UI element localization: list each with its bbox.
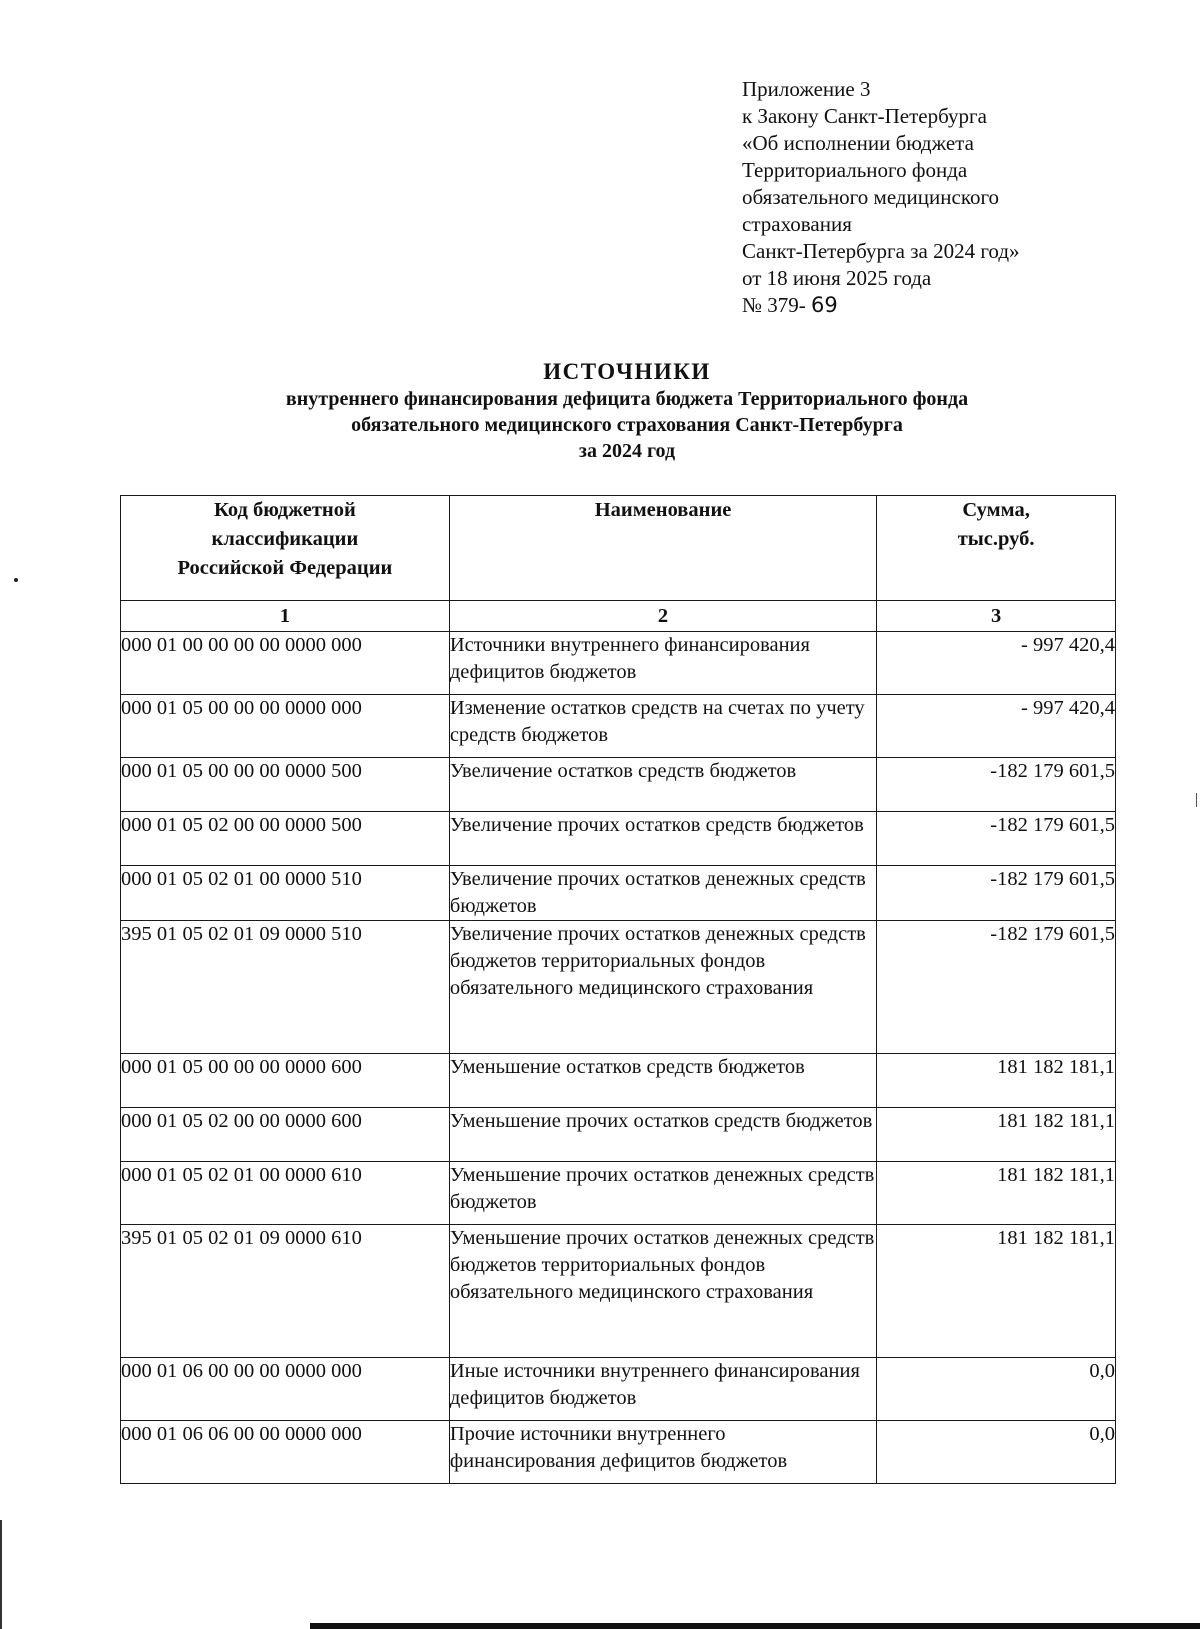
law-number [742,292,1020,319]
row-sum: 0,0 [877,1358,1116,1421]
title-main: ИСТОЧНИКИ [543,359,711,384]
row-code: 000 01 05 00 00 00 0000 000 [121,695,450,758]
row-name: Иные источники внутреннего финансирования дефицитов бюджетов [449,1358,876,1421]
column-number: 3 [877,601,1116,632]
row-code: 000 01 05 02 00 00 0000 500 [121,812,450,866]
row-code: 000 01 00 00 00 00 0000 000 [121,632,450,695]
appendix-line: «Об исполнении бюджета [742,131,974,155]
appendix-line: Санкт-Петербурга за 2024 год» [742,239,1020,263]
table-row [121,1358,1116,1421]
sources-table [120,495,1116,1484]
header-sum-line: Сумма, [962,499,1030,521]
row-sum: 0,0 [877,1421,1116,1484]
row-sum: -182 179 601,5 [877,866,1116,921]
row-sum: 181 182 181,1 [877,1225,1116,1358]
row-code: 395 01 05 02 01 09 0000 610 [121,1225,450,1358]
row-code: 000 01 05 02 01 00 0000 510 [121,866,450,921]
row-code: 000 01 05 02 00 00 0000 600 [121,1108,450,1162]
row-name: Уменьшение прочих остатков средств бюджетов [449,1108,876,1162]
title-subline: внутреннего финансирования дефицита бюджета Территориального фонда [285,388,969,410]
appendix-line: обязательного медицинского [742,185,1000,209]
row-sum: -182 179 601,5 [877,812,1116,866]
appendix-line: от 18 июня 2025 года [742,266,932,290]
title-subline: обязательного медицинского страхования Санкт-Петербурга [351,414,903,436]
header-sum [877,496,1116,601]
table-header-row [121,496,1116,601]
title-subline: за 2024 год [578,440,676,462]
row-code: 000 01 06 00 00 00 0000 000 [121,1358,450,1421]
scan-mark [1196,793,1197,807]
header-code [121,496,450,601]
table-row [121,866,1116,921]
table-row [121,921,1116,1054]
row-sum: - 997 420,4 [877,695,1116,758]
law-number-handwritten: 69 [811,293,838,317]
header-sum-line: тыс.руб. [957,528,1035,550]
law-number-prefix: № 379- [742,293,806,317]
table-row [121,1162,1116,1225]
row-code: 000 01 05 00 00 00 0000 600 [121,1054,450,1108]
scan-bottom-edge [310,1623,1200,1629]
table-row [121,1108,1116,1162]
header-name-label: Наименование [594,499,732,521]
row-name: Уменьшение остатков средств бюджетов [449,1054,876,1108]
row-sum: 181 182 181,1 [877,1054,1116,1108]
scan-dot [14,578,18,582]
row-sum: 181 182 181,1 [877,1162,1116,1225]
row-name: Источники внутреннего финансирования дефицитов бюджетов [449,632,876,695]
row-name: Увеличение остатков средств бюджетов [449,758,876,812]
header-code-line: Российской Федерации [177,557,393,579]
row-name: Увеличение прочих остатков средств бюджетов [449,812,876,866]
scan-edge [0,1520,2,1629]
appendix-line: к Закону Санкт-Петербурга [742,104,987,128]
row-name: Увеличение прочих остатков денежных средств бюджетов [449,866,876,921]
row-code: 000 01 06 06 00 00 0000 000 [121,1421,450,1484]
table-row [121,1421,1116,1484]
column-number: 1 [121,601,450,632]
header-code-line: классификации [211,528,359,550]
row-name: Уменьшение прочих остатков денежных средств бюджетов [449,1162,876,1225]
row-name: Прочие источники внутреннего финансирования дефицитов бюджетов [449,1421,876,1484]
header-code-line: Код бюджетной [214,499,356,521]
appendix-line: Территориального фонда [742,158,968,182]
table-row [121,812,1116,866]
row-sum: -182 179 601,5 [877,921,1116,1054]
table-row [121,632,1116,695]
row-code: 395 01 05 02 01 09 0000 510 [121,921,450,1054]
appendix-line: Приложение 3 [742,77,871,101]
header-name [449,496,876,601]
table-row [121,758,1116,812]
row-code: 000 01 05 02 01 00 0000 610 [121,1162,450,1225]
column-number-row [121,601,1116,632]
table-row [121,1225,1116,1358]
row-name: Уменьшение прочих остатков денежных средств бюджетов территориальных фондов обязательного медицинского страхования [449,1225,876,1358]
row-code: 000 01 05 00 00 00 0000 500 [121,758,450,812]
appendix-block [742,76,1020,319]
row-sum: - 997 420,4 [877,632,1116,695]
row-sum: 181 182 181,1 [877,1108,1116,1162]
appendix-line: страхования [742,212,852,236]
document-title [0,358,1200,464]
column-number: 2 [449,601,876,632]
row-sum: -182 179 601,5 [877,758,1116,812]
table-row [121,695,1116,758]
row-name: Изменение остатков средств на счетах по учету средств бюджетов [449,695,876,758]
row-name: Увеличение прочих остатков денежных средств бюджетов территориальных фондов обязательного медицинского страхования [449,921,876,1054]
table-row [121,1054,1116,1108]
